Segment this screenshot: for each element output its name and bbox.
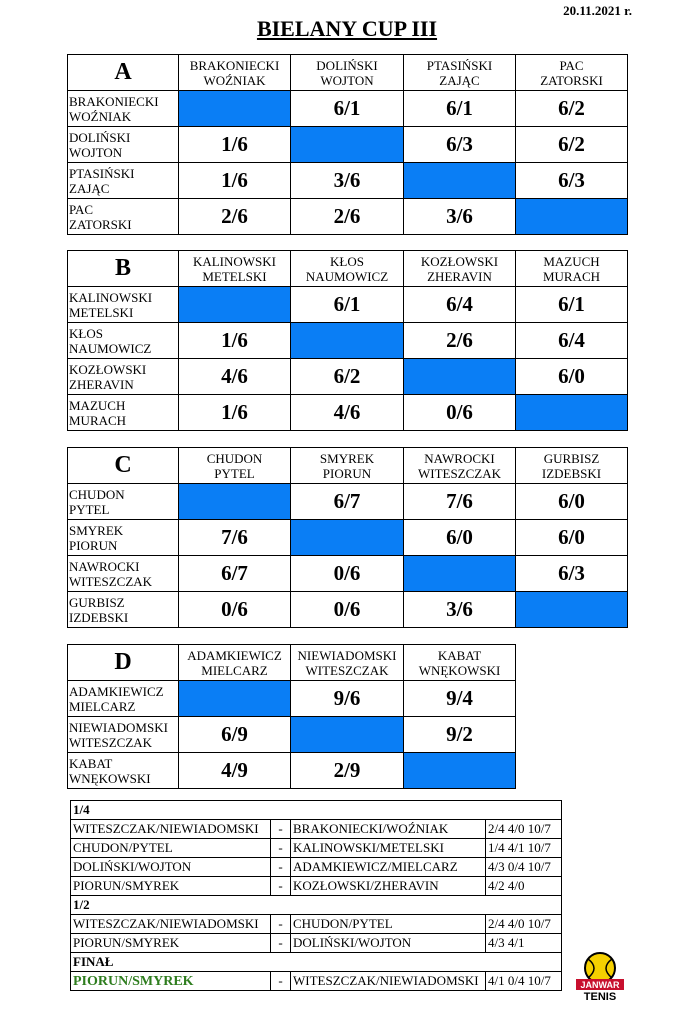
player-name: NAUMOWICZ: [305, 268, 389, 284]
group-row: [68, 592, 628, 628]
score-cell: 6/7: [291, 484, 404, 520]
player-name: ZHERAVIN: [69, 376, 134, 392]
player-name: ZATORSKI: [540, 72, 603, 88]
page-title: BIELANY CUP III: [256, 16, 438, 41]
row-header-team: [68, 753, 179, 789]
match-separator: -: [271, 877, 291, 896]
score-cell: 1/6: [179, 127, 291, 163]
team-right: BRAKONIECKI/WOŹNIAK: [291, 820, 486, 839]
knockout-table: [70, 800, 562, 991]
diagonal-cell: [291, 127, 404, 163]
diagonal-cell: [404, 556, 516, 592]
diagonal-cell: [404, 359, 516, 395]
player-name: SMYREK: [69, 522, 124, 538]
score-cell: 6/1: [404, 91, 516, 127]
score-cell: 4/9: [179, 753, 291, 789]
row-header-team: [68, 717, 179, 753]
group-row: [68, 484, 628, 520]
group-letter: C: [68, 448, 179, 484]
player-name: WNĘKOWSKI: [418, 662, 501, 678]
player-name: PTASIŃSKI: [69, 165, 135, 181]
player-name: ADAMKIEWICZ: [187, 647, 282, 663]
score-cell: 1/6: [179, 323, 291, 359]
player-name: MIELCARZ: [201, 662, 268, 678]
score-cell: 9/4: [404, 681, 516, 717]
player-name: KALINOWSKI: [69, 289, 153, 305]
row-header-team: [68, 359, 179, 395]
score-cell: 6/2: [516, 91, 628, 127]
team-left: PIORUN/SMYREK: [71, 934, 271, 953]
team-right: CHUDON/PYTEL: [291, 915, 486, 934]
team-right: KOZŁOWSKI/ZHERAVIN: [291, 877, 486, 896]
match-result: 2/4 4/0 10/7: [486, 915, 562, 934]
diagonal-cell: [404, 753, 516, 789]
match-row: [71, 972, 562, 991]
group-letter: B: [68, 251, 179, 287]
column-header-team: [291, 55, 404, 91]
match-separator: -: [271, 858, 291, 877]
column-header-team: [516, 251, 628, 287]
row-header-team: [68, 556, 179, 592]
group-letter: D: [68, 645, 179, 681]
diagonal-cell: [516, 199, 628, 235]
stage-label: FINAŁ: [71, 953, 562, 972]
player-name: WOJTON: [69, 144, 123, 160]
score-cell: 7/6: [404, 484, 516, 520]
player-name: PTASIŃSKI: [426, 57, 493, 73]
group-row: [68, 520, 628, 556]
score-cell: 9/2: [404, 717, 516, 753]
team-right: ADAMKIEWICZ/MIELCARZ: [291, 858, 486, 877]
match-row: [71, 915, 562, 934]
player-name: MAZUCH: [69, 397, 126, 413]
player-name: NAUMOWICZ: [69, 340, 152, 356]
match-result: 4/3 4/1: [486, 934, 562, 953]
player-name: WOJTON: [320, 72, 374, 88]
column-header-team: [179, 55, 291, 91]
score-cell: 6/4: [516, 323, 628, 359]
score-cell: 7/6: [179, 520, 291, 556]
player-name: WITESZCZAK: [69, 734, 153, 750]
player-name: KOZŁOWSKI: [69, 361, 147, 377]
match-separator: -: [271, 820, 291, 839]
match-row: [71, 839, 562, 858]
diagonal-cell: [291, 717, 404, 753]
group-table-c: [67, 447, 628, 628]
score-cell: 2/6: [291, 199, 404, 235]
column-header-team: [291, 448, 404, 484]
group-table-b: [67, 250, 628, 431]
column-header-team: [179, 251, 291, 287]
tournament-date: 20.11.2021 r.: [563, 3, 632, 18]
player-name: PAC: [69, 201, 94, 217]
diagonal-cell: [179, 681, 291, 717]
column-header-team: [291, 251, 404, 287]
player-name: WITESZCZAK: [69, 573, 153, 589]
group-table-d: [67, 644, 516, 789]
match-result: 4/1 0/4 10/7: [486, 972, 562, 991]
player-name: PYTEL: [214, 465, 255, 481]
column-header-team: [404, 251, 516, 287]
diagonal-cell: [291, 520, 404, 556]
player-name: PYTEL: [69, 501, 110, 517]
team-left: WITESZCZAK/NIEWIADOMSKI: [71, 915, 271, 934]
group-row: [68, 753, 516, 789]
team-left: WITESZCZAK/NIEWIADOMSKI: [71, 820, 271, 839]
player-name: NAWROCKI: [69, 558, 140, 574]
score-cell: 2/6: [404, 323, 516, 359]
score-cell: 0/6: [291, 556, 404, 592]
player-name: PIORUN: [322, 465, 372, 481]
player-name: NIEWIADOMSKI: [297, 647, 397, 663]
row-header-team: [68, 592, 179, 628]
row-header-team: [68, 287, 179, 323]
player-name: MURACH: [69, 412, 127, 428]
match-result: 2/4 4/0 10/7: [486, 820, 562, 839]
logo-text-line2: TENIS: [583, 991, 617, 1002]
player-name: DOLIŃSKI: [316, 57, 378, 73]
team-left: CHUDON/PYTEL: [71, 839, 271, 858]
score-cell: 6/3: [516, 163, 628, 199]
player-name: KOZŁOWSKI: [420, 253, 499, 269]
score-cell: 6/3: [404, 127, 516, 163]
group-letter: A: [68, 55, 179, 91]
column-header-team: [404, 55, 516, 91]
player-name: KALINOWSKI: [192, 253, 277, 269]
score-cell: 3/6: [404, 592, 516, 628]
score-cell: 6/1: [291, 91, 404, 127]
player-name: KABAT: [69, 755, 113, 771]
team-right: KALINOWSKI/METELSKI: [291, 839, 486, 858]
match-row: [71, 820, 562, 839]
score-cell: 6/1: [516, 287, 628, 323]
row-header-team: [68, 91, 179, 127]
score-cell: 6/1: [291, 287, 404, 323]
player-name: NAWROCKI: [424, 450, 495, 466]
group-row: [68, 323, 628, 359]
match-result: 4/2 4/0: [486, 877, 562, 896]
team-left: DOLIŃSKI/WOJTON: [71, 858, 271, 877]
group-table-a: [67, 54, 628, 235]
player-name: ZAJĄC: [439, 72, 480, 88]
player-name: MIELCARZ: [69, 698, 136, 714]
group-row: [68, 359, 628, 395]
match-row: [71, 877, 562, 896]
group-row: [68, 681, 516, 717]
score-cell: 6/4: [404, 287, 516, 323]
column-header-team: [291, 645, 404, 681]
team-left: [71, 972, 271, 991]
score-cell: 0/6: [404, 395, 516, 431]
player-name: ADAMKIEWICZ: [69, 683, 164, 699]
score-cell: 1/6: [179, 163, 291, 199]
player-name: GURBISZ: [543, 450, 600, 466]
column-header-team: [404, 448, 516, 484]
score-cell: 0/6: [179, 592, 291, 628]
diagonal-cell: [179, 91, 291, 127]
player-name: METELSKI: [69, 304, 134, 320]
player-name: WITESZCZAK: [305, 662, 389, 678]
player-name: IZDEBSKI: [541, 465, 602, 481]
player-name: GURBISZ: [69, 594, 125, 610]
score-cell: 6/2: [291, 359, 404, 395]
match-row: [71, 858, 562, 877]
group-row: [68, 287, 628, 323]
match-separator: -: [271, 934, 291, 953]
player-name: MURACH: [542, 268, 601, 284]
player-name: METELSKI: [202, 268, 267, 284]
team-left: PIORUN/SMYREK: [71, 877, 271, 896]
row-header-team: [68, 484, 179, 520]
match-separator: -: [271, 915, 291, 934]
player-name: WOŹNIAK: [203, 72, 266, 88]
group-row: [68, 395, 628, 431]
diagonal-cell: [291, 323, 404, 359]
player-name: NIEWIADOMSKI: [69, 719, 168, 735]
diagonal-cell: [179, 287, 291, 323]
score-cell: 6/0: [516, 359, 628, 395]
column-header-team: [404, 645, 516, 681]
score-cell: 6/0: [404, 520, 516, 556]
player-name: BRAKONIECKI: [189, 57, 280, 73]
group-row: [68, 91, 628, 127]
player-name: WOŹNIAK: [69, 108, 132, 124]
column-header-team: [179, 645, 291, 681]
match-result: 4/3 0/4 10/7: [486, 858, 562, 877]
group-row: [68, 163, 628, 199]
janwar-tenis-logo: [574, 950, 626, 1002]
row-header-team: [68, 520, 179, 556]
match-separator: -: [271, 972, 291, 991]
group-row: [68, 717, 516, 753]
champion-team: PIORUN/SMYREK: [73, 973, 194, 989]
column-header-team: [179, 448, 291, 484]
player-name: KABAT: [437, 647, 482, 663]
group-row: [68, 556, 628, 592]
player-name: WNĘKOWSKI: [69, 770, 151, 786]
logo-text-line1: JANWAR: [580, 980, 620, 990]
player-name: SMYREK: [319, 450, 375, 466]
diagonal-cell: [404, 163, 516, 199]
stage-label: 1/4: [71, 801, 562, 820]
score-cell: 4/6: [291, 395, 404, 431]
row-header-team: [68, 323, 179, 359]
player-name: ZAJĄC: [69, 180, 110, 196]
score-cell: 6/7: [179, 556, 291, 592]
score-cell: 6/3: [516, 556, 628, 592]
score-cell: 2/6: [179, 199, 291, 235]
score-cell: 3/6: [291, 163, 404, 199]
score-cell: 6/0: [516, 520, 628, 556]
player-name: MAZUCH: [543, 253, 600, 269]
player-name: PAC: [559, 57, 584, 73]
player-name: CHUDON: [206, 450, 263, 466]
player-name: CHUDON: [69, 486, 125, 502]
row-header-team: [68, 163, 179, 199]
player-name: BRAKONIECKI: [69, 93, 159, 109]
score-cell: 6/9: [179, 717, 291, 753]
player-name: KŁOS: [69, 325, 103, 341]
diagonal-cell: [516, 592, 628, 628]
group-row: [68, 127, 628, 163]
row-header-team: [68, 395, 179, 431]
match-separator: -: [271, 839, 291, 858]
score-cell: 6/0: [516, 484, 628, 520]
score-cell: 9/6: [291, 681, 404, 717]
diagonal-cell: [516, 395, 628, 431]
row-header-team: [68, 199, 179, 235]
stage-label: 1/2: [71, 896, 562, 915]
match-result: 1/4 4/1 10/7: [486, 839, 562, 858]
match-row: [71, 934, 562, 953]
team-right: DOLIŃSKI/WOJTON: [291, 934, 486, 953]
score-cell: 6/2: [516, 127, 628, 163]
player-name: WITESZCZAK: [417, 465, 502, 481]
player-name: KŁOS: [330, 253, 364, 269]
player-name: PIORUN: [69, 537, 118, 553]
player-name: DOLIŃSKI: [69, 129, 131, 145]
column-header-team: [516, 448, 628, 484]
row-header-team: [68, 681, 179, 717]
player-name: ZATORSKI: [69, 216, 132, 232]
score-cell: 2/9: [291, 753, 404, 789]
column-header-team: [516, 55, 628, 91]
score-cell: 0/6: [291, 592, 404, 628]
player-name: ZHERAVIN: [427, 268, 492, 284]
score-cell: 4/6: [179, 359, 291, 395]
player-name: IZDEBSKI: [69, 609, 129, 625]
group-row: [68, 199, 628, 235]
row-header-team: [68, 127, 179, 163]
team-right: WITESZCZAK/NIEWIADOMSKI: [291, 972, 486, 991]
diagonal-cell: [179, 484, 291, 520]
score-cell: 3/6: [404, 199, 516, 235]
score-cell: 1/6: [179, 395, 291, 431]
